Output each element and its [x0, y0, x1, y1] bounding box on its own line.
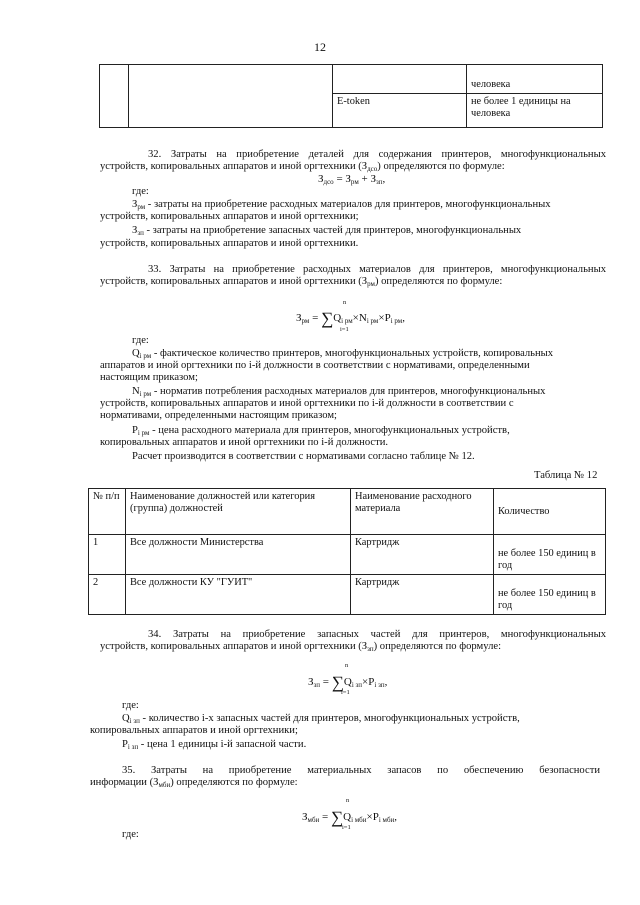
- table-header-cell: Наименование должностей или категория (группа) должностей: [126, 489, 351, 535]
- p35-line1: 35. Затраты на приобретение материальных запасов по обеспечению безопасности: [122, 765, 600, 776]
- sum-upper-limit: n: [345, 662, 349, 669]
- p32-line2: устройств, копировальных аппаратов и иной оргтехники $(З_{дсо})$ определяются по формуле:: [100, 161, 505, 173]
- p34-def2-line1: $P_{i зп}$ - цена 1 единицы i-й запасной части.: [122, 739, 307, 751]
- table-cell: [129, 93, 333, 128]
- sum-upper-limit: n: [346, 797, 350, 804]
- p34-def1-line2: копировальных аппаратов и иной оргтехники;: [90, 725, 298, 736]
- table-header-cell: Количество: [494, 489, 606, 535]
- p33-calc: Расчет производится в соответствии с нормативами согласно таблице № 12.: [132, 451, 475, 462]
- p34-formula: $З_{зп} = \sum Q_{i зп}\times P_{i зп}$,: [308, 673, 388, 692]
- p35-where: где:: [122, 829, 139, 840]
- table-row: [100, 65, 603, 94]
- table-cell: E-token: [333, 93, 467, 128]
- p32-def1-line1: $З_{рм}$ - затраты на приобретение расходных материалов для принтеров, многофункциональных: [132, 199, 551, 211]
- table-cell: не более 1 единицы на человека: [467, 93, 603, 128]
- p33-where: где:: [132, 335, 149, 346]
- sum-sign: ∑: [321, 309, 334, 328]
- p33-def3-line1: $P_{i рм}$ - цена расходного материала для принтеров, многофункциональных устройств,: [132, 425, 510, 437]
- sum-lower-limit: i=1: [342, 824, 351, 831]
- p33-def2-line1: $N_{i рм}$ - норматив потребления расходных материалов для принтеров, многофункциональных: [132, 386, 546, 398]
- p33-def1-line3: настоящим приказом;: [100, 372, 198, 383]
- p33-def1-line1: $Q_{i рм}$ - фактическое количество принтеров, многофункциональных устройств, копировальных: [132, 348, 554, 360]
- table-header-row: [89, 489, 606, 535]
- sum-lower-limit: i=1: [340, 326, 349, 333]
- table-cell: человека: [467, 65, 603, 94]
- table12-caption: Таблица № 12: [534, 470, 598, 481]
- p32-def2-line1: $З_{зп}$ - затраты на приобретение запасных частей для принтеров, многофункциональных: [132, 225, 522, 237]
- table-cell: Картридж: [351, 575, 494, 615]
- p33-def2-line2: устройств, копировальных аппаратов и иной оргтехники по i-й должности в соответствии с: [100, 398, 514, 409]
- sum-upper-limit: n: [343, 299, 347, 306]
- p34-line1: 34. Затраты на приобретение запасных частей для принтеров, многофункциональных: [148, 629, 606, 640]
- p32-def1-line2: устройств, копировальных аппаратов и иной оргтехники;: [100, 211, 359, 222]
- table-cell: не более 150 единиц в год: [494, 535, 606, 575]
- p33-def1-line2: аппаратов и иной оргтехники по i-й должности в соответствии с нормативами, определенными: [100, 360, 530, 371]
- table-cell: 2: [89, 575, 126, 615]
- top-table: [99, 64, 603, 128]
- page-number: 12: [314, 40, 326, 54]
- table-header-cell: № п/п: [89, 489, 126, 535]
- p33-line1: 33. Затраты на приобретение расходных материалов для принтеров, многофункциональных: [148, 264, 606, 275]
- table-row: [89, 575, 606, 615]
- table-cell: [129, 65, 333, 94]
- p33-def3-line2: копировальных аппаратов и иной оргтехники по i-й должности.: [100, 437, 389, 448]
- p34-def1-line1: $Q_{i зп}$ - количество i-х запасных частей для принтеров, многофункциональных устройств,: [122, 713, 520, 725]
- sum-sign: ∑: [330, 808, 344, 827]
- table-cell: [100, 65, 129, 94]
- sum-sign: ∑: [331, 673, 344, 692]
- table-row: [100, 93, 603, 128]
- table-cell: [100, 93, 129, 128]
- p32-formula: $З_{дсо} = З_{рм} + З_{зп}$,: [318, 173, 386, 186]
- p34-where: где:: [122, 700, 139, 711]
- p32-line1: 32. Затраты на приобретение деталей для содержания принтеров, многофункциональных: [148, 149, 606, 160]
- table-cell: Картридж: [351, 535, 494, 575]
- table-cell: Все должности Министерства: [126, 535, 351, 575]
- table-cell: не более 150 единиц в год: [494, 575, 606, 615]
- sum-lower-limit: i=1: [341, 689, 350, 696]
- p32-where: где:: [132, 186, 149, 197]
- table-cell: Все должности КУ "ГУИТ": [126, 575, 351, 615]
- table-12: [88, 488, 606, 615]
- table-cell: [333, 65, 467, 94]
- table-row: [89, 535, 606, 575]
- p32-def2-line2: устройств, копировальных аппаратов и иной оргтехники.: [100, 238, 359, 249]
- table-cell: 1: [89, 535, 126, 575]
- p34-line2: устройств, копировальных аппаратов и иной оргтехники $(З_{зп})$ определяются по формуле:: [100, 641, 502, 653]
- p33-line2: устройств, копировальных аппаратов и иной оргтехники $(З_{рм})$ определяются по формуле:: [100, 276, 503, 288]
- p33-def2-line3: нормативами, определенными настоящим приказом;: [100, 410, 337, 421]
- table-header-cell: Наименование расходного материала: [351, 489, 494, 535]
- p35-formula: $З_{мби} = \sum Q_{i мби}\times P_{i мби}$,: [302, 808, 398, 827]
- p35-line2: информации $(З_{мби})$ определяются по формуле:: [90, 777, 298, 789]
- p33-formula: $З_{рм} = \sum Q_{i рм}\times N_{i рм}\times P_{i рм}$,: [296, 309, 405, 328]
